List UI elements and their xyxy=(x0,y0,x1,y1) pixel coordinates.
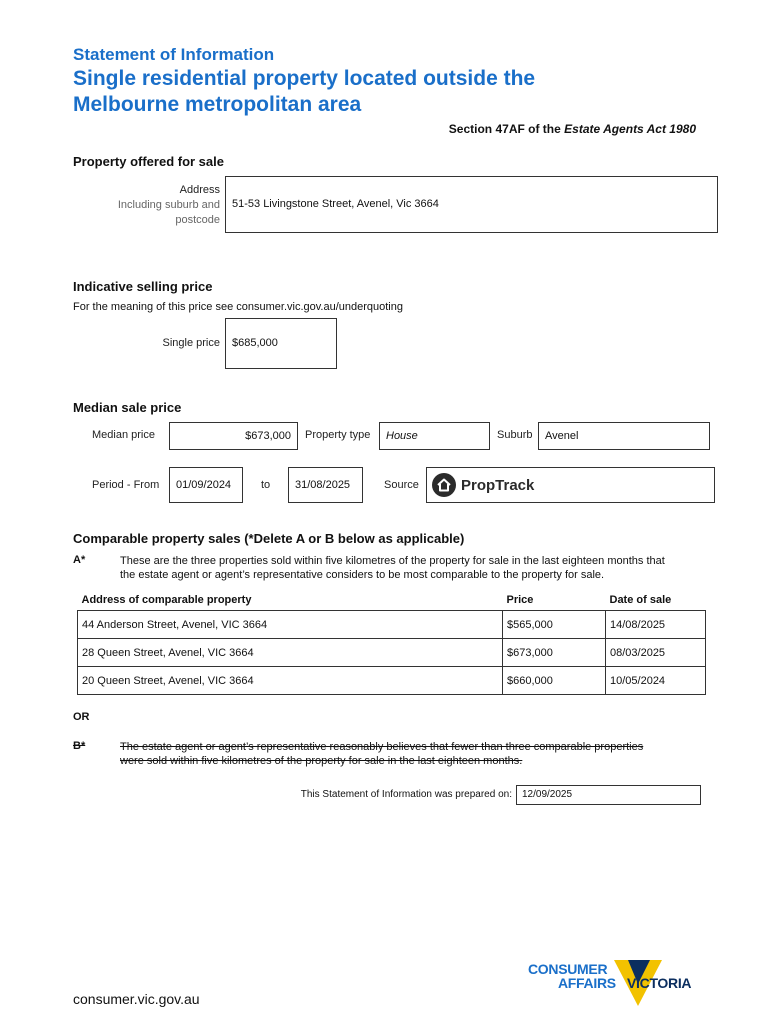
logo-victoria-text: VICTORIA xyxy=(627,975,692,991)
address-sub-label-1: Including suburb and xyxy=(117,199,220,211)
proptrack-logo-text: PropTrack xyxy=(461,476,535,494)
logo-consumer-text: CONSUMER xyxy=(528,961,608,977)
prepared-on-date-field[interactable]: 12/09/2025 xyxy=(516,785,701,805)
comparable-address-cell[interactable]: 44 Anderson Street, Avenel, VIC 3664 xyxy=(78,611,503,639)
document-title-line1: Single residential property located outside the xyxy=(73,67,536,90)
table-row xyxy=(78,611,706,639)
comparable-date-cell[interactable]: 10/05/2024 xyxy=(606,667,706,695)
table-row xyxy=(78,667,706,695)
option-b-text-line1: The estate agent or agent’s representative reasonably believes that fewer than three comparable properties xyxy=(120,741,644,753)
document-title xyxy=(73,66,673,118)
comparable-date-cell[interactable]: 14/08/2025 xyxy=(606,611,706,639)
period-from-label: Period - From xyxy=(92,479,160,491)
document-subtitle: Statement of Information xyxy=(73,45,275,64)
period-to-label: to xyxy=(261,479,271,491)
comparable-date-cell[interactable]: 08/03/2025 xyxy=(606,639,706,667)
median-heading: Median sale price xyxy=(73,400,182,415)
property-type-field[interactable]: House xyxy=(379,422,490,450)
column-header-address: Address of comparable property xyxy=(81,594,252,606)
comparable-heading: Comparable property sales (*Delete A or B below as applicable) xyxy=(73,531,465,546)
period-from-field[interactable]: 01/09/2024 xyxy=(169,467,243,503)
comparable-price-cell[interactable]: $660,000 xyxy=(503,667,606,695)
proptrack-house-icon xyxy=(431,472,457,498)
column-header-price: Price xyxy=(506,594,534,606)
column-header-date: Date of sale xyxy=(609,594,672,606)
option-b-marker: B* xyxy=(73,740,86,752)
or-label: OR xyxy=(73,711,90,723)
act-reference-prefix: Section 47AF of the xyxy=(448,122,565,136)
source-label: Source xyxy=(384,479,419,491)
address-sub-label-2: postcode xyxy=(175,214,220,226)
property-heading: Property offered for sale xyxy=(73,154,224,169)
single-price-field[interactable]: $685,000 xyxy=(225,318,337,369)
comparable-price-cell[interactable]: $565,000 xyxy=(503,611,606,639)
document-title-line2: Melbourne metropolitan area xyxy=(73,93,362,116)
comparable-address-cell[interactable]: 20 Queen Street, Avenel, VIC 3664 xyxy=(78,667,503,695)
act-reference xyxy=(449,122,696,136)
address-label: Address xyxy=(179,184,220,196)
address-field[interactable]: 51-53 Livingstone Street, Avenel, Vic 3664 xyxy=(225,176,718,233)
option-b-text xyxy=(120,740,710,768)
prepared-on-label: This Statement of Information was prepared on: xyxy=(300,789,512,800)
option-a-text-line1: These are the three properties sold within five kilometres of the property for sale in the last eighteen months that xyxy=(120,555,665,567)
consumer-affairs-victoria-logo xyxy=(526,958,706,1010)
suburb-label: Suburb xyxy=(497,429,533,441)
table-header-row xyxy=(78,591,706,611)
comparable-address-cell[interactable]: 28 Queen Street, Avenel, VIC 3664 xyxy=(78,639,503,667)
proptrack-logo xyxy=(431,472,710,498)
comparable-sales-table xyxy=(77,591,706,695)
act-name: Estate Agents Act 1980 xyxy=(564,122,696,136)
option-b-text-line2: were sold within five kilometres of the property for sale in the last eighteen months. xyxy=(120,755,523,767)
table-row xyxy=(78,639,706,667)
source-field[interactable] xyxy=(426,467,715,503)
property-type-label: Property type xyxy=(305,429,371,441)
option-a-text-line2: the estate agent or agent’s representative considers to be most comparable to the property for sale. xyxy=(120,569,605,581)
option-a-marker: A* xyxy=(73,554,86,566)
indicative-note: For the meaning of this price see consumer.vic.gov.au/underquoting xyxy=(73,301,403,313)
indicative-heading: Indicative selling price xyxy=(73,279,213,294)
comparable-price-cell[interactable]: $673,000 xyxy=(503,639,606,667)
option-a-text xyxy=(120,554,710,582)
address-label-block xyxy=(100,183,220,228)
footer-url[interactable]: consumer.vic.gov.au xyxy=(73,991,200,1007)
single-price-label: Single price xyxy=(162,337,220,349)
median-price-label: Median price xyxy=(92,429,155,441)
median-price-field[interactable]: $673,000 xyxy=(169,422,298,450)
period-to-field[interactable]: 31/08/2025 xyxy=(288,467,363,503)
suburb-field[interactable]: Avenel xyxy=(538,422,710,450)
logo-affairs-text: AFFAIRS xyxy=(558,975,616,991)
